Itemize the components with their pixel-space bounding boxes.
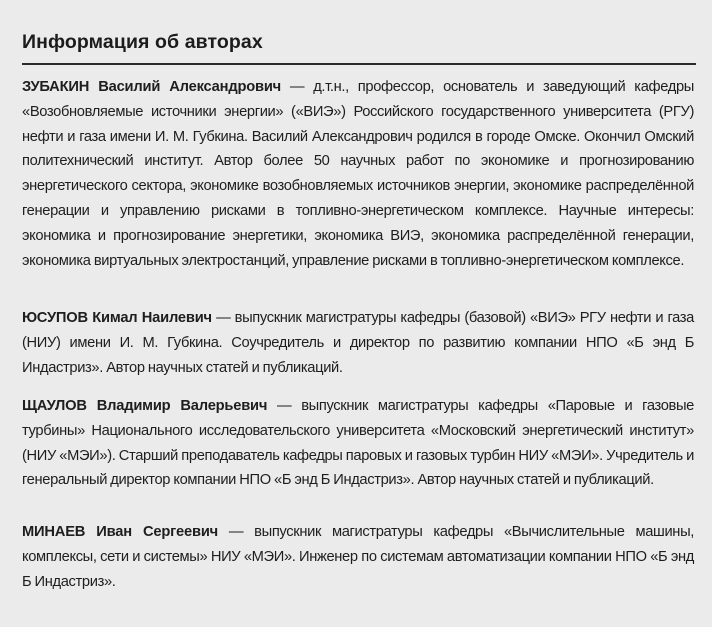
title-divider <box>22 63 696 65</box>
author-bio <box>22 520 694 594</box>
author-bio <box>22 394 694 493</box>
author-bio <box>22 306 694 380</box>
section-title: Информация об авторах <box>22 31 263 53</box>
author-description: — выпускник магистратуры кафедры «Вычислительные машины, комплексы, сети и системы» НИУ «МЭИ». Инженер по системам автоматизации компании НПО «Б энд Б Индастриз». <box>22 524 695 590</box>
author-name: МИНАЕВ Иван Сергеевич <box>22 524 218 540</box>
author-name: ЮСУПОВ Кимал Наилевич <box>22 310 212 326</box>
author-description: — выпускник магистратуры кафедры «Паровые и газовые турбины» Национального исследовательского университета «Московский энергетический институт» (НИУ «МЭИ»). Старший преподаватель кафедры паровых и газовых турбин НИУ «МЭИ». Учредитель и генеральный директор компании НПО «Б энд Б Индастриз». Автор научных статей и публикаций. <box>22 398 694 489</box>
author-description: — выпускник магистратуры кафедры (базовой) «ВИЭ» РГУ нефти и газа (НИУ) имени И. М. Губкина. Соучредитель и директор по развитию компании НПО «Б энд Б Индастриз». Автор научных статей и публикаций. <box>22 310 694 376</box>
author-bio <box>22 75 694 273</box>
author-name: ЩАУЛОВ Владимир Валерьевич <box>22 398 268 414</box>
author-description: — д.т.н., профессор, основатель и заведующий кафедры «Возобновляемые источники энергии» («ВИЭ») Российского государственного университета (РГУ) нефти и газа имени И. М. Губкина. Василий Александрович родился в городе Омске. Окончил Омский политехнический институт. Автор более 50 научных работ по экономике и прогнозированию энергетического сектора, экономике возобновляемых источников энергии, экономике распределённой генерации и управлению рисками в топливно-энергетическом комплексе. Научные интересы: экономика и прогнозирование энергетики, экономика ВИЭ, экономика распределённой генерации, экономика виртуальных электростанций, управление рисками в топливно-энергетическом комплексе. <box>22 79 695 269</box>
author-name: ЗУБАКИН Василий Александрович <box>22 79 281 95</box>
